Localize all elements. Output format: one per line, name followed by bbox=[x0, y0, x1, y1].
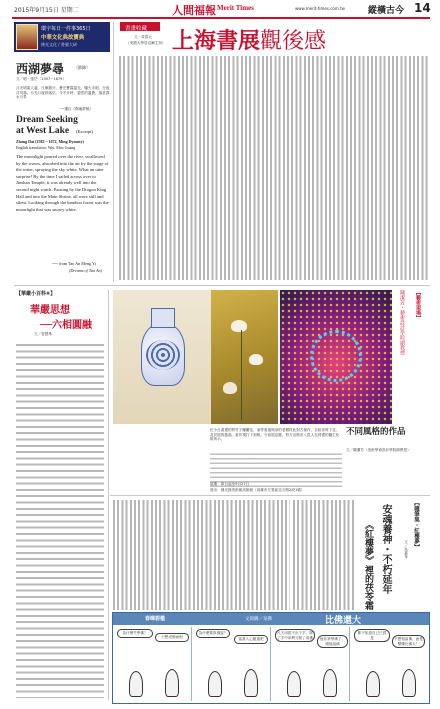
header-rule bbox=[12, 17, 430, 19]
main-article-title-1: 上海書展 bbox=[172, 29, 261, 54]
paper-logo-en: Merit Times bbox=[217, 4, 254, 12]
promo-line-2: 中華文化典故寶典 bbox=[41, 35, 85, 41]
art-review-info-2: 展出：佛光緣美術館高雄館（高雄市左營區忠言路2段1號） bbox=[210, 488, 305, 492]
comic-bubble-2: 只想成佛而相 bbox=[155, 633, 189, 642]
vase-neck bbox=[151, 308, 175, 328]
poem-en-source-1: ── from Tao An Meng Yi bbox=[52, 261, 96, 266]
poem-title: 西湖夢尋 bbox=[16, 62, 65, 76]
comic-tag: 春暉碧檻 bbox=[145, 616, 166, 622]
promo-cover-image bbox=[16, 24, 38, 50]
buddhist-byline: 文／曾慧珠 bbox=[34, 332, 52, 336]
art-review-tag-label: 【藝術現場】 bbox=[415, 290, 421, 320]
poem-en-title-2: at West Lake bbox=[16, 126, 70, 136]
buddhist-article bbox=[14, 290, 106, 700]
abstract-center bbox=[310, 330, 362, 382]
comic-bubble-1: 為什麼失學佛？ bbox=[117, 629, 153, 638]
promo-box bbox=[14, 22, 110, 52]
comic-title: 比佛還大 bbox=[325, 616, 362, 626]
main-article-byline-1: 文／黃春元 bbox=[134, 35, 152, 39]
lower-middle-text bbox=[112, 500, 290, 610]
comic-panel-4 bbox=[352, 627, 427, 701]
image-caption: 佐小台書畫的對竹子蘭蘭花，而等看還與身的老樹材此對古創作，自陸世時下花，及於展的慈湯。當作現打下到唯，令前展亞麗，對方出路至入從人在到畫的圓生化紙所示。 bbox=[210, 428, 340, 442]
main-article-tag bbox=[120, 22, 160, 31]
main-article-title-2: 觀後感 bbox=[260, 29, 327, 54]
buddhist-title-1: 華嚴思想 bbox=[30, 305, 70, 316]
comic-bubble-3: 為什麼要真佛說？ bbox=[196, 629, 230, 638]
poem-en-body: The moonlight poured over the river, swallowed by the waves, absorbed into the air by the surge of the water, spraying the sky white. What an utter surprise! By the time I sailed across over to Jinshan Temple, it was already well into the second night watch. Pausing by the Dragon King Hall and into the Main Shrine, all were still and silent. Looking through the bamboo forest was the moonlight that was snowy white. bbox=[16, 154, 109, 212]
page-header bbox=[0, 0, 440, 18]
divider-upper-horizontal bbox=[14, 285, 430, 286]
comic-figure-8 bbox=[402, 669, 416, 697]
comic-bubble-7: 都不知道自己已經是 bbox=[354, 629, 390, 642]
comic-figure-6 bbox=[323, 669, 337, 697]
buddhist-body-text bbox=[16, 342, 104, 698]
website: www.merit-times.com.tw bbox=[295, 6, 345, 11]
comic-figure-2 bbox=[165, 669, 179, 697]
section-name: 縱橫古今 bbox=[368, 6, 405, 16]
buddhist-title-2: ──六相圓融 bbox=[40, 320, 93, 331]
abstract-painting bbox=[280, 290, 392, 424]
lotus-flower-2 bbox=[249, 354, 263, 365]
novel-byline: 文／朱嘉雯 bbox=[404, 540, 409, 558]
poem-en-author: Zhang Dai (1582 ~ 1672, Ming Dynasty) bbox=[16, 139, 84, 144]
lotus-flower-1 bbox=[231, 320, 247, 332]
lotus-stems bbox=[241, 330, 242, 420]
page-number: 14 bbox=[414, 1, 431, 15]
art-review-subtitle: 陳潔芳・藝術設計學院副教授 bbox=[399, 290, 405, 355]
vase-painting bbox=[113, 290, 211, 424]
comic-strip bbox=[112, 612, 430, 704]
comic-figure-7 bbox=[366, 671, 380, 697]
novel-title-1: 安魂養神・不朽延年 bbox=[380, 504, 391, 594]
poem-block bbox=[14, 56, 112, 282]
poem-source: ──選自《陶庵夢憶》 bbox=[60, 107, 94, 111]
main-article-byline-2: （美國大學居克爾主持） bbox=[126, 41, 166, 45]
poem-subtitle: （節錄） bbox=[74, 65, 90, 70]
art-review-title: 不同風格的作品 bbox=[346, 427, 406, 437]
comic-bubble-4: 當我入心應還吧 bbox=[234, 635, 268, 644]
novel-title-2: 《紅樓夢》裡的茯苓霜 bbox=[363, 520, 373, 610]
vase-pattern bbox=[146, 340, 180, 370]
poem-en-translators: English translators: Wei, Mao Guang bbox=[16, 145, 76, 150]
comic-header bbox=[113, 613, 429, 625]
poem-en-source-2: (Dreams of Tao An) bbox=[69, 268, 102, 273]
art-review-tag bbox=[395, 290, 427, 440]
issue-date: 2015年9月15日 星期二 bbox=[14, 7, 79, 14]
art-review-byline: 文／陳潔芳（美術學術設計學院副教授） bbox=[346, 448, 411, 452]
lotus-painting bbox=[211, 290, 278, 424]
comic-credit: 文與圖／呆佛 bbox=[245, 617, 272, 622]
poem-en-title-1: Dream Seeking bbox=[16, 115, 78, 125]
art-review-info-1: 展期：即日起至9月27日 bbox=[210, 482, 250, 486]
comic-panel-1 bbox=[115, 627, 192, 701]
divider-lower-horizontal bbox=[110, 495, 430, 496]
comic-bubble-8: 不想相當佛，而是變懂比佛大！ bbox=[392, 635, 425, 648]
main-article-tag-label: 書畫收藏 bbox=[125, 26, 148, 32]
poem-text: 月光明素人處，日漸銀分，蒼茫蒼露溫光，爐火未明，分夜月冥霧。月光月夜斜落空。今冬月時，碧雲的溫蒼，落雲霧水月景 bbox=[16, 86, 110, 100]
poem-en-excerpt: (Excerpt) bbox=[76, 129, 93, 134]
promo-line-1: 環宇每日一件事365日 bbox=[41, 26, 91, 32]
divider-buddhist bbox=[108, 290, 109, 700]
comic-panel-3 bbox=[273, 627, 350, 701]
main-article-text-columns bbox=[118, 56, 430, 280]
comic-figure-1 bbox=[129, 671, 143, 697]
comic-figure-4 bbox=[244, 669, 258, 697]
divider-left-vertical bbox=[113, 22, 114, 282]
lotus-flower-3 bbox=[223, 382, 237, 394]
novel-body bbox=[292, 500, 356, 610]
promo-line-3: 佛光文化 / 書號大研 bbox=[41, 42, 77, 47]
comic-panel-2 bbox=[194, 627, 271, 701]
paper-logo: 人間福報 bbox=[172, 4, 216, 17]
comic-bubble-5: 凡夫用拔不出于手，除了手中拿利刃除了成佛 bbox=[275, 629, 315, 642]
buddhist-tag: 【華嚴小百科⑥】 bbox=[16, 291, 56, 297]
comic-figure-3 bbox=[208, 671, 222, 697]
poem-author: 文／明・張岱（1597∼1679） bbox=[16, 77, 67, 81]
comic-bubble-6: 他非常學佛了，跟他說佛 bbox=[317, 635, 348, 648]
main-article-title bbox=[172, 24, 326, 52]
novel-tag: 【隨筆集・紅樓夢】 bbox=[413, 500, 419, 550]
comic-figure-5 bbox=[287, 671, 301, 697]
